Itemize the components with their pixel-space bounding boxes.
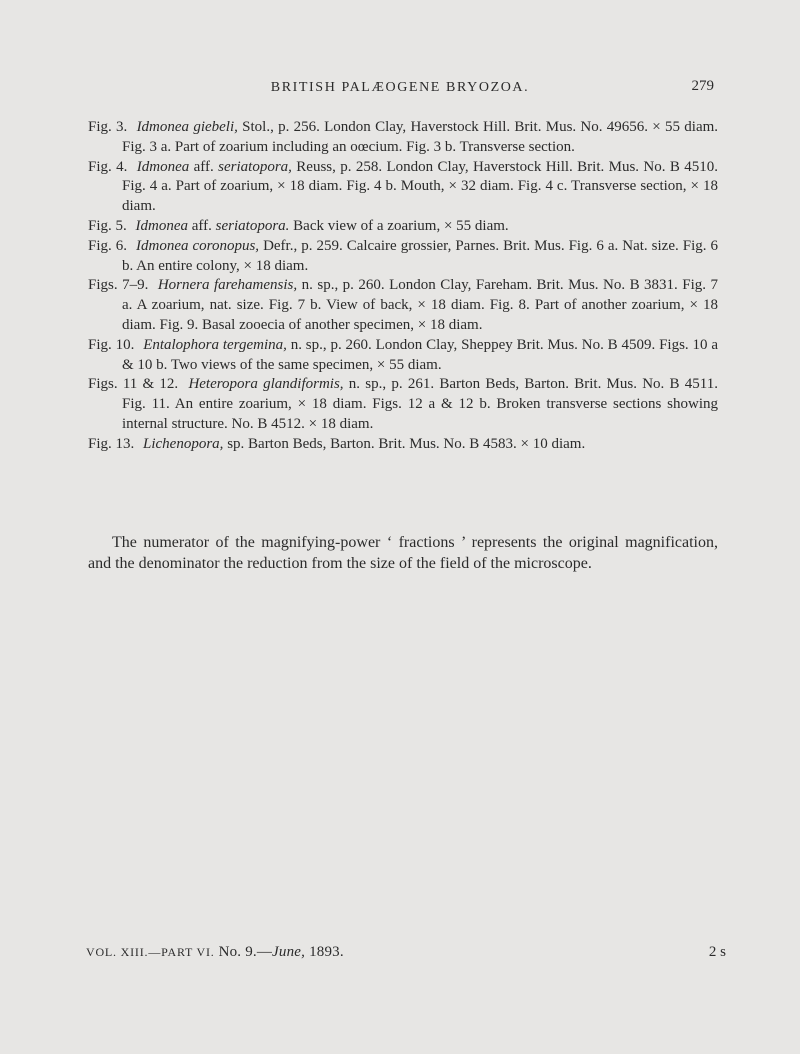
species-epithet: seriatopora. bbox=[215, 217, 290, 234]
figure-label: Fig. 3. bbox=[88, 119, 128, 135]
figure-label: Fig. 10. bbox=[88, 336, 135, 353]
page-footer bbox=[86, 944, 726, 968]
figure-explanations bbox=[88, 118, 718, 455]
magnification-note: The numerator of the magnifying-power ‘ fractions ’ represents the original magnification, and the denominator the reduction from the size of the field of the microscope. bbox=[88, 534, 718, 572]
species-epithet: seriatopora, bbox=[218, 158, 292, 175]
figure-description: Defr., p. 259. Calcaire grossier, Parnes. Brit. Mus. Fig. 6 a. Nat. size. Fig. 6 b. An entire colony, × 18 diam. bbox=[122, 237, 719, 274]
issue-number: No. 9.— bbox=[218, 944, 273, 960]
species-name: Idmonea bbox=[136, 158, 190, 175]
figure-entry-4 bbox=[88, 158, 718, 217]
signature-mark: 2 s bbox=[708, 944, 726, 960]
affinity-label: aff. bbox=[193, 158, 214, 175]
figure-label: Figs. 7–9. bbox=[88, 277, 149, 294]
running-title: BRITISH PALÆOGENE BRYOZOA. bbox=[270, 80, 530, 95]
figure-description: Reuss, p. 258. London Clay, Haverstock Hill. Brit. Mus. No. B 4510. Fig. 4 a. Part of zoarium, × 18 diam. Fig. 4 b. Mouth, × 32 diam. Fig. 4 c. Transverse section, × 18 diam. bbox=[122, 158, 719, 215]
affinity-label: aff. bbox=[191, 217, 212, 234]
figure-entry-6 bbox=[88, 237, 718, 277]
species-name: Idmonea coronopus, bbox=[136, 237, 260, 254]
figure-label: Fig. 13. bbox=[88, 435, 135, 452]
figure-description: Stol., p. 256. London Clay, Haverstock Hill. Brit. Mus. No. 49656. × 55 diam. Fig. 3 a. Part of zoarium including an oœcium. Fig. 3 b. Transverse section. bbox=[122, 119, 719, 155]
figure-entry-11-12 bbox=[88, 375, 718, 434]
figure-description: sp. Barton Beds, Barton. Brit. Mus. No. B 4583. × 10 diam. bbox=[227, 435, 586, 452]
volume-part: VOL. XIII.—PART VI. bbox=[86, 945, 215, 959]
species-name: Idmonea bbox=[135, 217, 189, 234]
figure-label: Fig. 4. bbox=[88, 158, 128, 175]
issue-year: 1893. bbox=[309, 944, 344, 960]
figure-description: n. sp., p. 261. Barton Beds, Barton. Brit. Mus. No. B 4511. Fig. 11. An entire zoarium, × 18 diam. Figs. 12 a & 12 b. Broken transverse sections showing internal structure. No. B 4512. × 18 diam. bbox=[122, 376, 718, 432]
species-name: Heteropora glandiformis, bbox=[188, 376, 344, 393]
species-name: Lichenopora, bbox=[143, 435, 224, 452]
figure-entry-7-9 bbox=[88, 276, 718, 335]
species-name: Entalophora tergemina, bbox=[143, 336, 287, 353]
running-head bbox=[0, 80, 800, 104]
figure-description: n. sp., p. 260. London Clay, Sheppey Brit. Mus. No. B 4509. Figs. 10 a & 10 b. Two views of the same specimen, × 55 diam. bbox=[122, 336, 719, 373]
species-name: Hornera farehamensis, bbox=[157, 277, 298, 294]
page-number: 279 bbox=[691, 78, 714, 94]
figure-label: Fig. 5. bbox=[88, 217, 127, 234]
figure-description: Back view of a zoarium, × 55 diam. bbox=[293, 217, 509, 234]
figure-description: n. sp., p. 260. London Clay, Fareham. Brit. Mus. No. B 3831. Fig. 7 a. A zoarium, nat. size. Fig. 7 b. View of back, × 18 diam. Fig. 8. Part of another zoarium, × 18 diam. Fig. 9. Basal zooecia of another specimen, × 18 diam. bbox=[122, 277, 719, 333]
figure-label: Figs. 11 & 12. bbox=[88, 376, 179, 393]
figure-entry-13 bbox=[88, 435, 718, 455]
figure-entry-10 bbox=[88, 336, 718, 376]
figure-entry-3 bbox=[88, 118, 718, 158]
species-name: Idmonea giebeli, bbox=[136, 119, 238, 135]
publication-info bbox=[86, 944, 344, 961]
issue-month: June, bbox=[272, 944, 306, 960]
figure-entry-5 bbox=[88, 217, 718, 237]
figure-label: Fig. 6. bbox=[88, 237, 128, 254]
